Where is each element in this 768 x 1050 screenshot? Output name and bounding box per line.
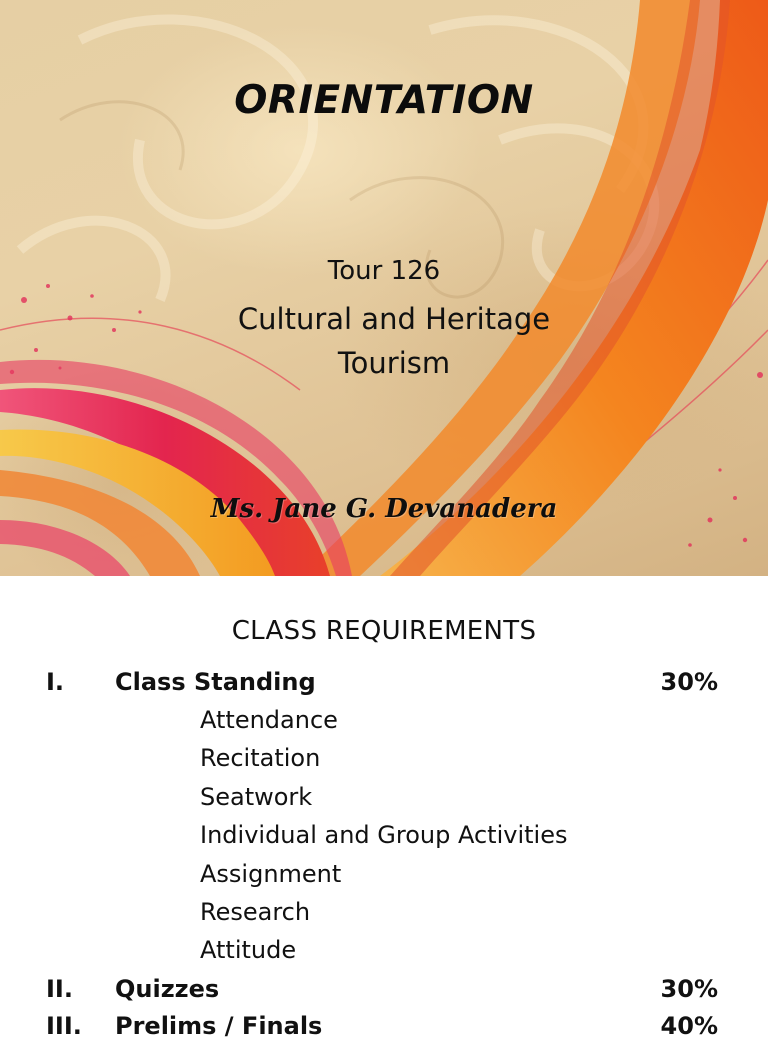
requirement-name: Class Standing (115, 668, 316, 696)
course-title: Cultural and Heritage Tourism (237, 302, 551, 380)
requirement-row (0, 975, 768, 1013)
requirement-number: II. (46, 975, 73, 1003)
slide-title: ORIENTATION (234, 78, 534, 123)
sub-item: Individual and Group Activities (200, 821, 568, 849)
sub-item: Recitation (200, 744, 321, 772)
requirement-row (0, 1012, 768, 1050)
course-code: Tour 126 (327, 256, 441, 286)
requirement-percent: 30% (660, 975, 718, 1003)
sub-item: Attendance (200, 706, 338, 734)
sub-item: Seatwork (200, 783, 313, 811)
requirement-name: Quizzes (115, 975, 220, 1003)
requirement-name: Prelims / Finals (115, 1012, 323, 1040)
requirement-row (0, 668, 768, 706)
instructor-name: Ms. Jane G. Devanadera (210, 494, 558, 524)
sub-item: Attitude (200, 936, 297, 964)
requirement-percent: 30% (660, 668, 718, 696)
sub-item: Assignment (200, 860, 342, 888)
sub-item: Research (200, 898, 311, 926)
requirement-number: I. (46, 668, 65, 696)
requirement-percent: 40% (660, 1012, 718, 1040)
requirement-number: III. (46, 1012, 82, 1040)
slide-heading: CLASS REQUIREMENTS (231, 616, 537, 646)
requirements-slide (0, 576, 768, 1040)
